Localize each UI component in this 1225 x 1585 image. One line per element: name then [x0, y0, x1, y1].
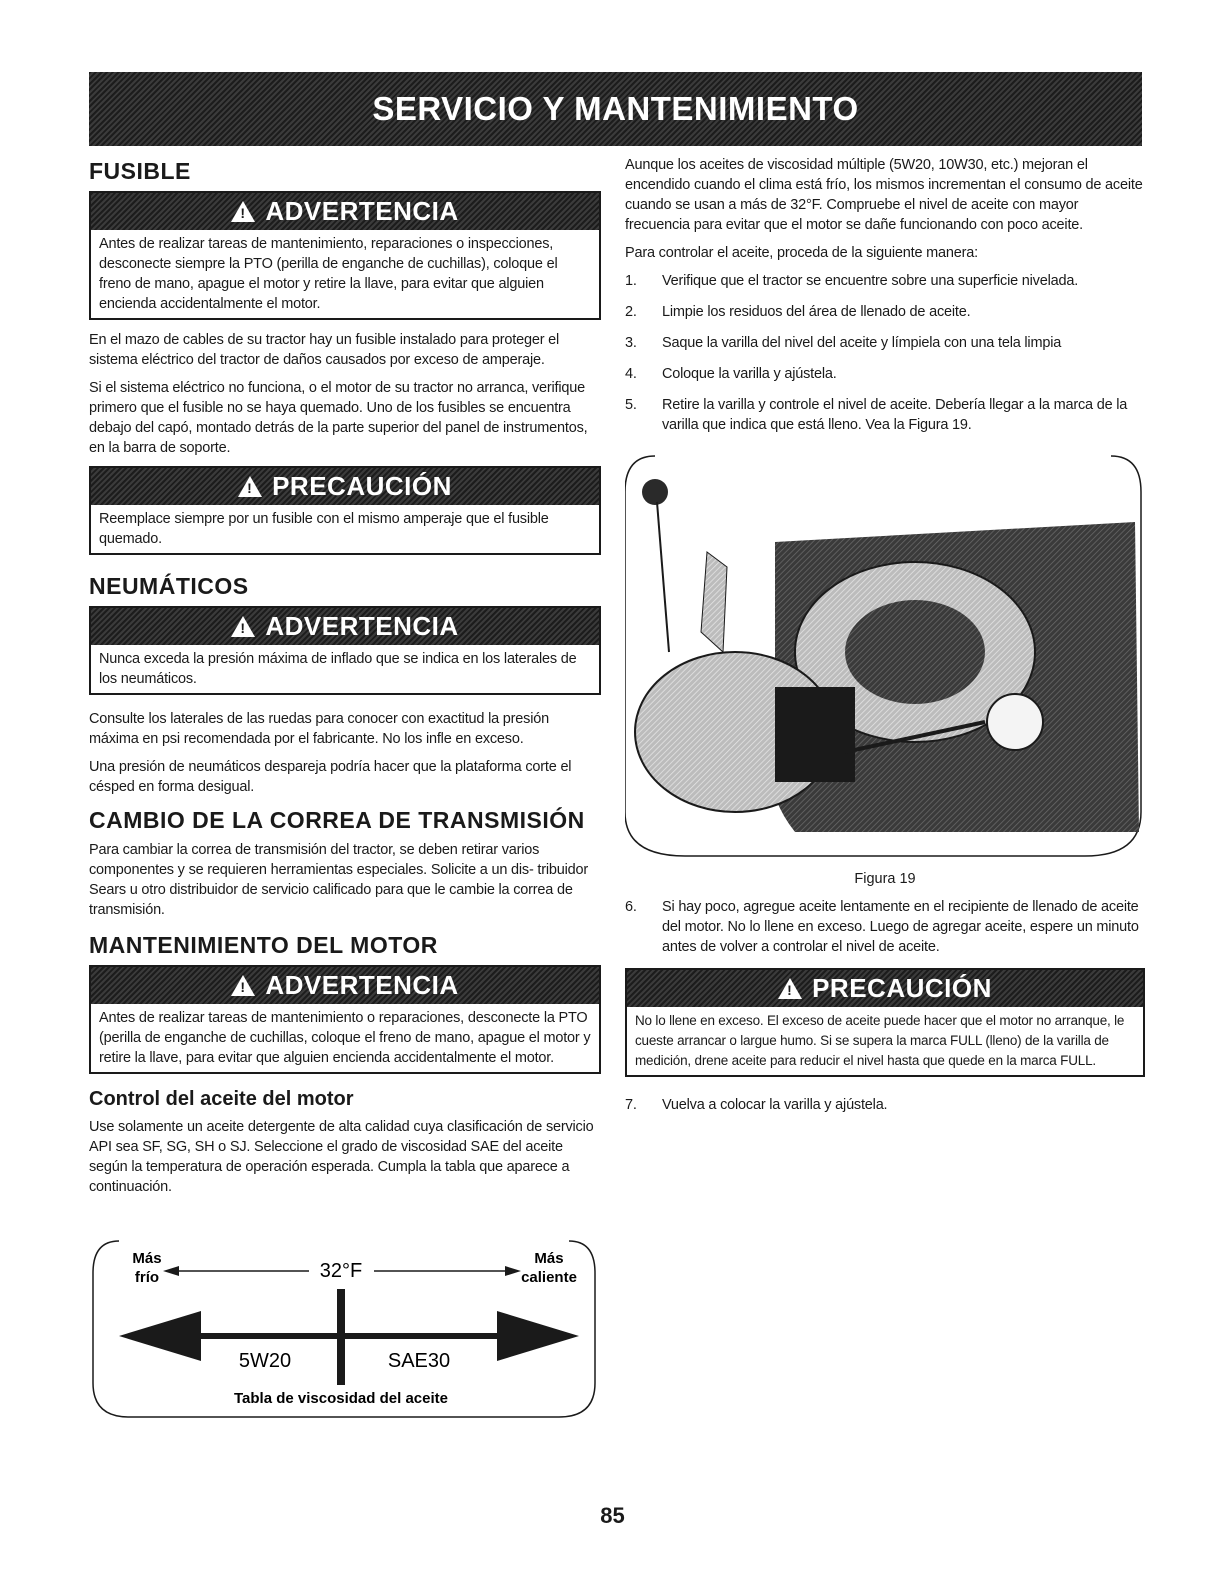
caution-text: Reemplace siempre por un fusible con el mismo amperaje que el fusible quemado. — [99, 511, 549, 547]
right-big-arrow — [497, 1311, 579, 1361]
warning-text: Nunca exceda la presión máxima de inflado que se indica en los laterales de los neumáticos. — [99, 651, 577, 687]
right-column — [625, 155, 1145, 1126]
multi-viscosity-paragraph: Aunque los aceites de viscosidad múltiple (5W20, 10W30, etc.) mejoran el encendido cuando el clima está frío, los mismos incrementan el consumo de aceite cuando se usan a más de 32°F. Compruebe el nivel de aceite con mayor frecuencia para evitar que el motor se dañe funcionando con poco aceite. — [625, 157, 1143, 233]
figure-caption: Figura 19 — [854, 871, 916, 887]
step-item: 2. Limpie los residuos del área de llenado de aceite. — [625, 304, 971, 320]
colder-arrowhead — [163, 1266, 179, 1276]
left-big-arrow — [119, 1311, 201, 1361]
left-bar — [189, 1333, 339, 1339]
dipstick-cap — [642, 479, 668, 505]
oil-viscosity-chart — [89, 1233, 599, 1423]
step-item: 5. Retire la varilla y controle el nivel de aceite. Debería llegar a la marca de la varilla que indica que está lleno. Vea la Figura 19. — [625, 397, 1128, 433]
oil-check-subheading: Control del aceite del motor — [89, 1088, 354, 1110]
fusible-caution-box — [89, 466, 601, 555]
dipstick-marks — [701, 552, 727, 652]
step-item: 1. Verifique que el tractor se encuentre sobre una superficie nivelada. — [625, 273, 1079, 289]
page-header-title: SERVICIO Y MANTENIMIENTO — [372, 90, 859, 127]
neumaticos-paragraph-2: Una presión de neumáticos despareja podría hacer que la plataforma corte el césped en forma desigual. — [89, 759, 572, 795]
oil-bottle — [775, 687, 855, 782]
warning-text: Antes de realizar tareas de mantenimiento o reparaciones, desconecte la PTO (perilla de enganche de cuchillas, coloque el freno de mano, apague el motor y retire la llave, para evitar que alguien encienda accidentalmente el motor. — [99, 1010, 591, 1066]
caution-label: PRECAUCIÓN — [272, 471, 452, 501]
colder-label-line2: frío — [134, 1269, 160, 1286]
dipstick-rod — [657, 502, 669, 652]
warning-label: ADVERTENCIA — [265, 970, 459, 1000]
fusible-paragraph-1: En el mazo de cables de su tractor hay un fusible instalado para proteger el sistema eléctrico del tractor de daños causados por exceso de amperaje. — [89, 332, 560, 368]
correa-paragraph: Para cambiar la correa de transmisión del tractor, se deben retirar varios componentes y se requieren herramientas especiales. Solicite a un dis- tribuidor Sears u otro distribuidor de servicio calificado para que le cambie la correa de transmisión. — [89, 842, 589, 918]
oil-check-paragraph: Use solamente un aceite detergente de alta calidad cuya clasificación de servicio API sea SF, SG, SH o SJ. Seleccione el grado de viscosidad SAE del aceite según la temperatura de operación esperada. Cumpla la tabla que aparece a continuación. — [89, 1119, 594, 1195]
figure-19-engine-dipstick — [625, 452, 1143, 860]
warmer-arrowhead — [505, 1266, 521, 1276]
fusible-heading: FUSIBLE — [89, 158, 191, 184]
page-header-banner — [89, 72, 1142, 146]
step-6: 6. Si hay poco, agregue aceite lentamente en el recipiente de llenado de aceite del motor. No lo llene en exceso. Luego de agregar aceite, espere un minuto antes de volver a controlar el nivel de aceite. — [625, 899, 1139, 955]
left-column — [89, 158, 601, 1205]
neumaticos-heading: NEUMÁTICOS — [89, 573, 249, 599]
oil-cap — [987, 694, 1043, 750]
warning-triangle-icon — [231, 975, 255, 996]
warning-label: ADVERTENCIA — [265, 196, 459, 226]
fan-center — [845, 600, 985, 704]
colder-label-line1: Más — [132, 1250, 162, 1267]
warmer-label-line2: caliente — [521, 1269, 577, 1286]
caution-triangle-icon — [778, 978, 802, 999]
warning-text: Antes de realizar tareas de mantenimiento, reparaciones o inspecciones, desconecte siempre la PTO (perilla de enganche de cuchillas), coloque el freno de mano, apague el motor y retire la llave, para evitar que alguien encienda accidentalmente el motor. — [99, 236, 558, 312]
oil-caution-box — [625, 968, 1145, 1077]
grade-sae30: SAE30 — [387, 1350, 451, 1372]
procedure-steps — [625, 271, 1145, 435]
neumaticos-paragraph-1: Consulte los laterales de las ruedas para conocer con exactitud la presión máxima en psi recomendada por el fabricante. No los infle en exceso. — [89, 711, 549, 747]
caution-text: No lo llene en exceso. El exceso de aceite puede hacer que el motor no arranque, le cueste arrancar o largue humo. Si se supera la marca FULL (lleno) de la varilla de medición, drene aceite para reducir el nivel hasta que quede en la marca FULL. — [635, 1013, 1125, 1068]
temperature-label: 32°F — [319, 1260, 363, 1282]
viscosity-caption: Tabla de viscosidad del aceite — [234, 1390, 448, 1407]
grade-5w20: 5W20 — [238, 1350, 292, 1372]
fusible-paragraph-2: Si el sistema eléctrico no funciona, o el motor de su tractor no arranca, verifique primero que el fusible no se haya quemado. Uno de los fusibles se encuentra debajo del capó, montado detrás de la parte superior del panel de instrumentos, en la barra de soporte. — [89, 380, 588, 456]
caution-label: PRECAUCIÓN — [812, 973, 992, 1003]
correa-heading: CAMBIO DE LA CORREA DE TRANSMISIÓN — [89, 807, 585, 833]
warning-triangle-icon — [231, 201, 255, 222]
step-7: 7. Vuelva a colocar la varilla y ajústela. — [625, 1097, 888, 1113]
procedure-intro: Para controlar el aceite, proceda de la siguiente manera: — [625, 245, 978, 261]
fusible-warning-box — [89, 191, 601, 320]
warmer-label-line1: Más — [534, 1250, 564, 1267]
warning-triangle-icon — [231, 616, 255, 637]
motor-heading: MANTENIMIENTO DEL MOTOR — [89, 932, 438, 958]
motor-warning-box — [89, 965, 601, 1074]
step-item: 3. Saque la varilla del nivel del aceite y límpiela con una tela limpia — [625, 335, 1062, 351]
warning-label: ADVERTENCIA — [265, 611, 459, 641]
neumaticos-warning-box — [89, 606, 601, 695]
right-bar — [345, 1333, 499, 1339]
caution-triangle-icon — [238, 476, 262, 497]
page-number: 85 — [600, 1503, 625, 1528]
step-item: 4. Coloque la varilla y ajústela. — [625, 366, 837, 382]
